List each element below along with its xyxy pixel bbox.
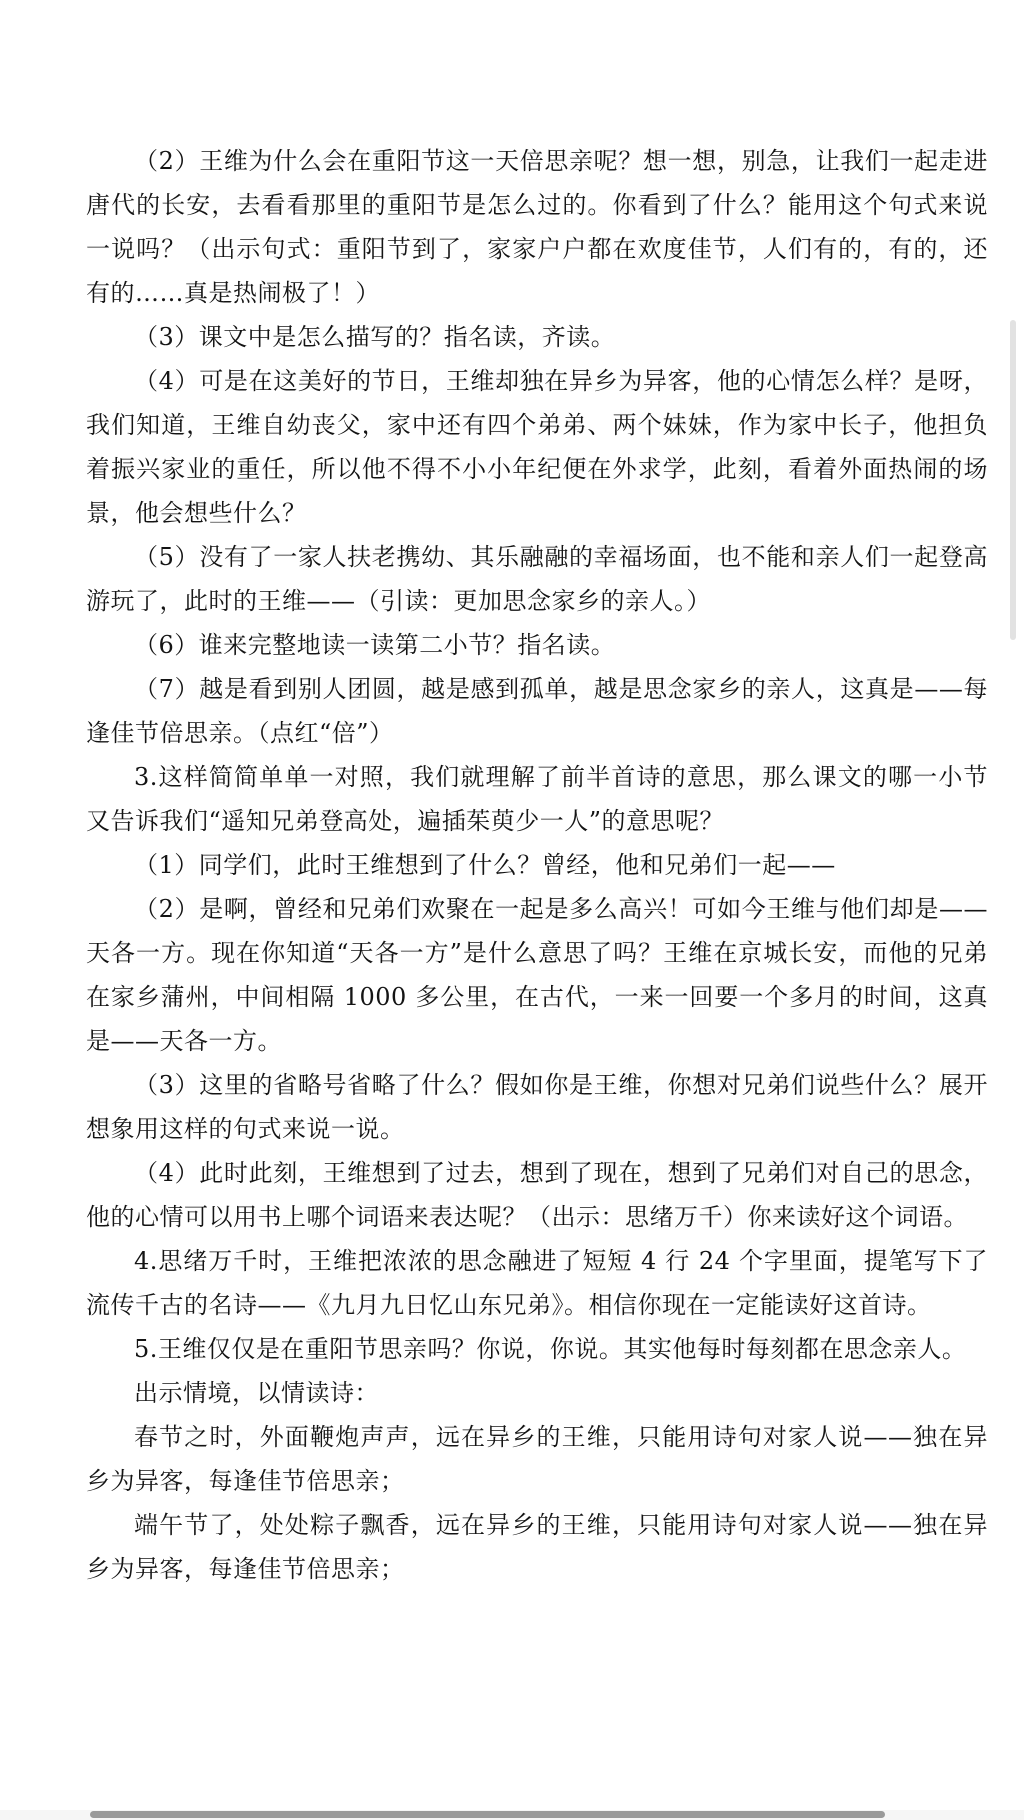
paragraph: （5）没有了一家人扶老携幼、其乐融融的幸福场面，也不能和亲人们一起登高游玩了，此时的王维——（引读：更加思念家乡的亲人。） [86, 543, 988, 615]
paragraph: （7）越是看到别人团圆，越是感到孤单，越是思念家乡的亲人，这真是——每逢佳节倍思亲。（点红“倍”） [86, 675, 988, 747]
paragraph: （4）可是在这美好的节日，王维却独在异乡为异客，他的心情怎么样？是呀，我们知道，王维自幼丧父，家中还有四个弟弟、两个妹妹，作为家中长子，他担负着振兴家业的重任，所以他不得不小小年纪便在外求学，此刻，看着外面热闹的场景，他会想些什么？ [86, 367, 988, 527]
paragraph: 5.王维仅仅是在重阳节思亲吗？你说，你说。其实他每时每刻都在思念亲人。 [134, 1335, 967, 1363]
paragraph: （6）谁来完整地读一读第二小节？指名读。 [134, 631, 616, 659]
paragraph: （2）是啊，曾经和兄弟们欢聚在一起是多么高兴！可如今王维与他们却是——天各一方。现在你知道“天各一方”是什么意思了吗？王维在京城长安，而他的兄弟在家乡蒲州，中间相隔 1000 多公里，在古代，一来一回要一个多月的时间，这真是——天各一方。 [86, 895, 988, 1055]
paragraph: 出示情境，以情读诗： [134, 1379, 379, 1407]
vertical-scrollbar[interactable] [1010, 320, 1016, 640]
paragraph: 4.思绪万千时，王维把浓浓的思念融进了短短 4 行 24 个字里面，提笔写下了流传千古的名诗——《九月九日忆山东兄弟》。相信你现在一定能读好这首诗。 [86, 1247, 988, 1319]
document-body [86, 139, 988, 1591]
paragraph: （2）王维为什么会在重阳节这一天倍思亲呢？想一想，别急，让我们一起走进唐代的长安，去看看那里的重阳节是怎么过的。你看到了什么？能用这个句式来说一说吗？（出示句式：重阳节到了，家家户户都在欢度佳节，人们有的，有的，还有的……真是热闹极了！） [86, 147, 988, 307]
paragraph: （1）同学们，此时王维想到了什么？曾经，他和兄弟们一起—— [134, 851, 836, 879]
paragraph: （4）此时此刻，王维想到了过去，想到了现在，想到了兄弟们对自己的思念，他的心情可以用书上哪个词语来表达呢？（出示：思绪万千）你来读好这个词语。 [86, 1159, 988, 1231]
paragraph: 端午节了，处处粽子飘香，远在异乡的王维，只能用诗句对家人说——独在异乡为异客，每逢佳节倍思亲； [86, 1511, 988, 1583]
paragraph: 3.这样简简单单一对照，我们就理解了前半首诗的意思，那么课文的哪一小节又告诉我们“遥知兄弟登高处，遍插茱萸少一人”的意思呢？ [86, 763, 988, 835]
horizontal-scrollbar-thumb[interactable] [90, 1811, 885, 1818]
paragraph: 春节之时，外面鞭炮声声，远在异乡的王维，只能用诗句对家人说——独在异乡为异客，每逢佳节倍思亲； [86, 1423, 988, 1495]
paragraph: （3）课文中是怎么描写的？指名读，齐读。 [134, 323, 616, 351]
paragraph: （3）这里的省略号省略了什么？假如你是王维，你想对兄弟们说些什么？展开想象用这样的句式来说一说。 [86, 1071, 988, 1143]
